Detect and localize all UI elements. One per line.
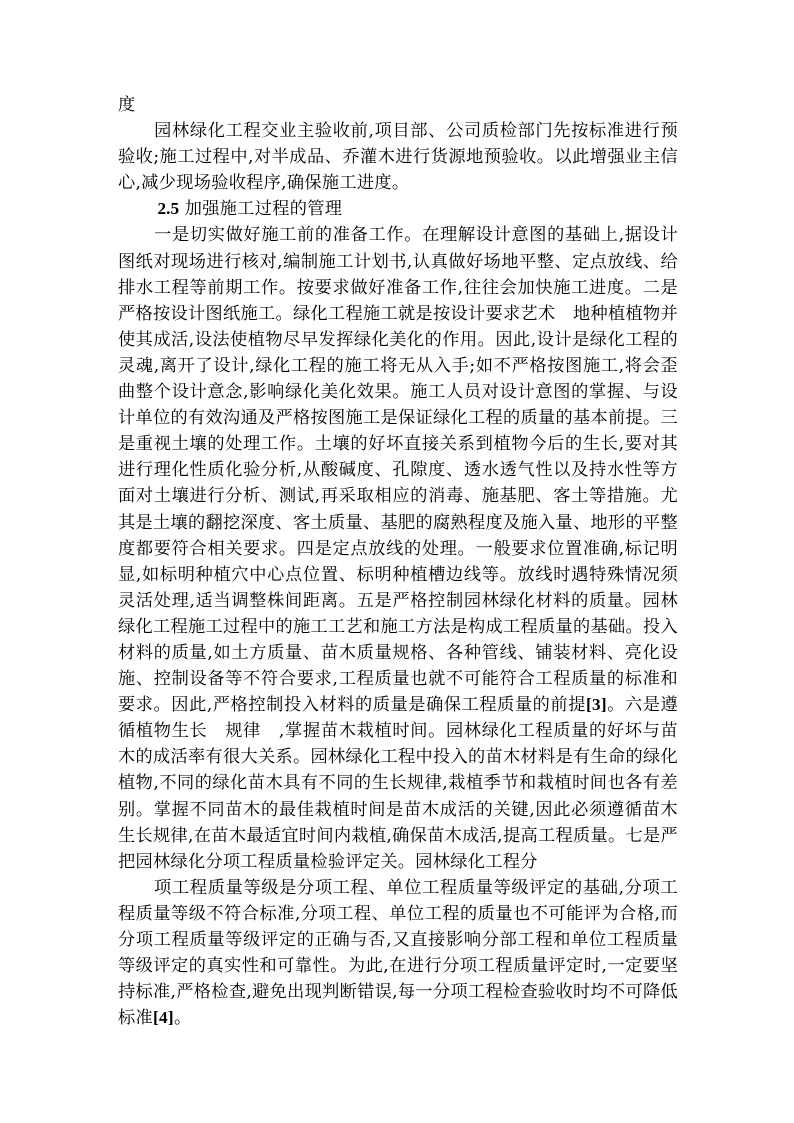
citation-ref-4: [4] [152, 1008, 174, 1028]
paragraph-end: 。 [173, 1008, 192, 1029]
paragraph-text: 项工程质量等级是分项工程、单位工程质量等级评定的基础,分项工程质量等级不符合标准,分项工程、单位工程的质量也不可能评为合格,而分项工程质量等级评定的正确与否,又直接影响分部工程和单位工程质量等级评定的真实性和可靠性。为此,在进行分项工程质量评定时,一定要坚持标准,严格检查,避免出现判断错误,每一分项工程检查验收时均不可降低标准 [118, 877, 678, 1029]
citation-ref-3: [3] [585, 695, 607, 715]
section-heading [118, 196, 678, 222]
paragraph-construction-process [118, 222, 678, 874]
section-number: 2.5 [157, 199, 180, 219]
continuation-text: 度 [118, 95, 136, 115]
paragraph-quality-grading [118, 875, 678, 1032]
paragraph-text-before-ref: 一是切实做好施工前的准备工作。在理解设计意图的基础上,据设计图纸对现场进行核对,编制施工计划书,认真做好场地平整、定点放线、给排水工程等前期工作。按要求做好准备工作,往往会加快施工进度。二是严格按设计图纸施工。绿化工程施工就是按设计要求艺术 地种植植物并使其成活,设法使植物尽早发挥绿化美化的作用。因此,设计是绿化工程的灵魂,离开了设计,绿化工程的施工将无从入手;如不严格按图施工,将会歪曲整个设计意念,影响绿化美化效果。施工人员对设计意图的掌握、与设计单位的有效沟通及严格按图施工是保证绿化工程的质量的基本前提。三是重视土壤的处理工作。土壤的好坏直接关系到植物今后的生长,要对其进行理化性质化验分析,从酸碱度、孔隙度、透水透气性以及持水性等方面对土壤进行分析、测试,再采取相应的消毒、施基肥、客土等措施。尤其是土壤的翻挖深度、客土质量、基肥的腐熟程度及施入量、地形的平整度都要符合相关要求。四是定点放线的处理。一般要求位置准确,标记明显,如标明种植穴中心点位置、标明种植槽边线等。放线时遇特殊情况须灵活处理,适当调整株间距离。五是严格控制园林绿化材料的质量。园林绿化工程施工过程中的施工工艺和施工方法是构成工程质量的基础。投入材料的质量,如土方质量、苗木质量规格、各种管线、铺装材料、亮化设施、控制设备等不符合要求,工程质量也就不可能符合工程质量的标准和要求。因此,严格控制投入材料的质量是确保工程质量的前提 [118, 225, 678, 716]
paragraph-acceptance: 园林绿化工程交业主验收前,项目部、公司质检部门先按标准进行预验收;施工过程中,对半成品、乔灌木进行货源地预验收。以此增强业主信心,减少现场验收程序,确保施工进度。 [118, 121, 678, 194]
section-title: 加强施工过程的管理 [184, 199, 343, 220]
paragraph-text-after-ref: 。六是遵循植物生长 规律 ,掌握苗木栽植时间。园林绿化工程质量的好坏与苗木的成活率有很大关系。园林绿化工程中投入的苗木材料是有生命的绿化植物,不同的绿化苗木具有不同的生长规律,栽植季节和栽植时间也各有差别。掌握不同苗木的最佳栽植时间是苗木成活的关键,因此必须遵循苗木生长规律,在苗木最适宜时间内栽植,确保苗木成活,提高工程质量。七是严把园林绿化分项工程质量检验评定关。园林绿化工程分 [118, 695, 678, 872]
document-page [118, 92, 678, 1031]
